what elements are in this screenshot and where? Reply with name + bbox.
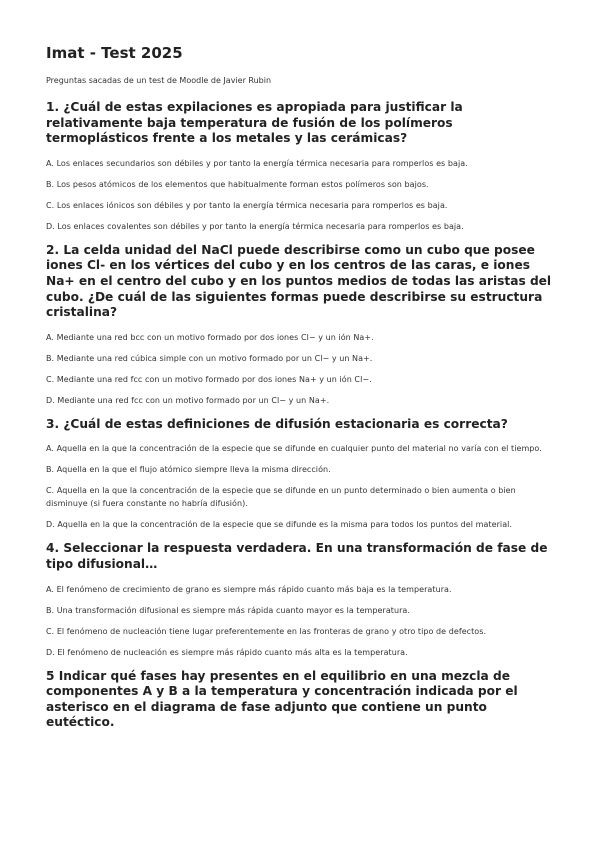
question-3-text: 3. ¿Cuál de estas definiciones de difusión estacionaria es correcta? — [46, 416, 508, 431]
question-1 — [46, 100, 556, 233]
question-4-option-c: C. El fenómeno de nucleación tiene lugar preferentemente en las fronteras de grano y otro tipo de defectos. — [46, 626, 487, 636]
question-2-option-c: C. Mediante una red fcc con un motivo formado por dos iones Na+ y un ión Cl−. — [46, 374, 372, 384]
question-4-option-d: D. El fenómeno de nucleación es siempre más rápido cuanto más alta es la temperatura. — [46, 647, 408, 657]
question-1-option-a: A. Los enlaces secundarios son débiles y por tanto la energía térmica necesaria para romperlos es baja. — [46, 158, 468, 168]
question-5 — [46, 669, 556, 731]
question-3-option-b: B. Aquella en la que el flujo atómico siempre lleva la misma dirección. — [46, 465, 331, 475]
question-3-option-c: C. Aquella en la que la concentración de la especie que se difunde en un punto determinado o bien aumenta o bien disminuye (si fuera constante no habría difusión). — [46, 486, 516, 509]
document-title: Imat - Test 2025 — [46, 44, 183, 62]
document-subtitle: Preguntas sacadas de un test de Moodle de Javier Rubin — [46, 76, 272, 85]
question-2-option-b: B. Mediante una red cúbica simple con un motivo formado por un Cl− y un Na+. — [46, 353, 373, 363]
question-1-option-d: D. Los enlaces covalentes son débiles y por tanto la energía térmica necesaria para romperlos es baja. — [46, 221, 464, 231]
question-1-text: 1. ¿Cuál de estas expilaciones es apropiada para justificar la relativamente baja temperatura de fusión de los polímeros termoplásticos frente a los metales y las cerámicas? — [46, 100, 463, 146]
question-4-text: 4. Seleccionar la respuesta verdadera. En una transformación de fase de tipo difusional… — [46, 541, 548, 571]
question-3 — [46, 417, 556, 532]
question-4 — [46, 541, 556, 658]
question-4-option-a: A. El fenómeno de crecimiento de grano es siempre más rápido cuanto más baja es la temperatura. — [46, 584, 452, 594]
question-3-option-d: D. Aquella en la que la concentración de la especie que se difunde es la misma para todos los puntos del material. — [46, 520, 513, 530]
question-1-option-b: B. Los pesos atómicos de los elementos que habitualmente forman estos polímeros son bajos. — [46, 179, 429, 189]
question-3-option-a: A. Aquella en la que la concentración de la especie que se difunde en cualquier punto del material no varía con el tiempo. — [46, 444, 542, 454]
question-2-option-a: A. Mediante una red bcc con un motivo formado por dos iones Cl− y un ión Na+. — [46, 332, 374, 342]
question-5-text: 5 Indicar qué fases hay presentes en el equilibrio en una mezcla de componentes A y B a la temperatura y concentración indicada por el asterisco en el diagrama de fase adjunto que contiene un punto eutéctico. — [46, 668, 518, 730]
question-2 — [46, 243, 556, 407]
question-2-option-d: D. Mediante una red fcc con un motivo formado por un Cl− y un Na+. — [46, 395, 330, 405]
question-4-option-b: B. Una transformación difusional es siempre más rápida cuanto mayor es la temperatura. — [46, 605, 410, 615]
question-2-text: 2. La celda unidad del NaCl puede describirse como un cubo que posee iones Cl- en los vértices del cubo y en los centros de las caras, e iones Na+ en el centro del cubo y en los puntos medios de todas las aristas del cubo. ¿De cuál de las siguientes formas puede describirse su estructura cristalina? — [46, 242, 552, 320]
question-1-option-c: C. Los enlaces iónicos son débiles y por tanto la energía térmica necesaria para romperlos es baja. — [46, 200, 448, 210]
